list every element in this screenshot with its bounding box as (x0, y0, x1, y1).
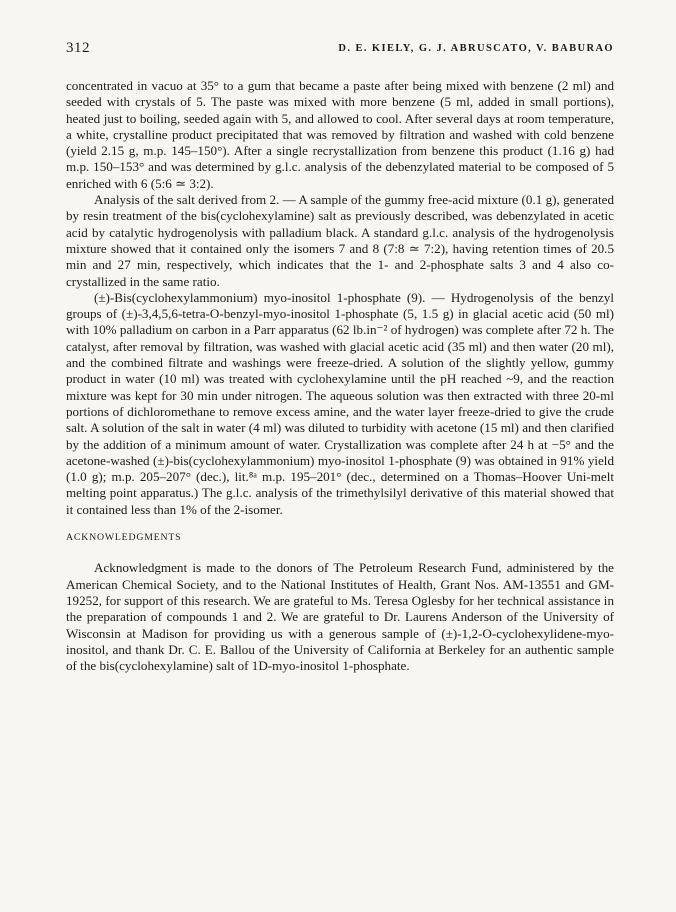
paragraph-continuation: concentrated in vacuo at 35° to a gum that became a paste after being mixed with benzene (2 ml) and seeded with crystals of 5. The paste was mixed with more benzene (5 ml, added in small portions), heated just to boiling, seeded again with 5, and allowed to cool. After several days at room temperature, a white, crystalline product precipitated that was removed by filtration and washed with cold benzene (yield 2.15 g, m.p. 145–150°). After a single recrystallization from benzene this product (1.16 g) had m.p. 150–153° and was determined by g.l.c. analysis of the debenzylated material to be composed of 5 enriched with 6 (5:6 ≃ 3:2). (66, 78, 614, 191)
paragraph-acknowledgments: Acknowledgment is made to the donors of The Petroleum Research Fund, administered by the American Chemical Society, and to the National Institutes of Health, Grant Nos. AM-13551 and GM-19252, for support of this research. We are grateful to Ms. Teresa Oglesby for her technical assistance in the preparation of compounds 1 and 2. We are grateful to Dr. Laurens Anderson of the University of Wisconsin at Madison for providing us with a generous sample of (±)-1,2-O-cyclohexylidene-myo-inositol, and thank Dr. C. E. Ballou of the University of California at Berkeley for an authentic sample of the bis(cyclohexylamine) salt of 1D-myo-inositol 1-phosphate. (66, 560, 614, 674)
author-running-head: D. E. KIELY, G. J. ABRUSCATO, V. BABURAO (338, 43, 614, 54)
running-header (66, 40, 614, 60)
paragraph-inositol-phosphate: (±)-Bis(cyclohexylammonium) myo-inositol 1-phosphate (9). — Hydrogenolysis of the benzyl groups of (±)-3,4,5,6-tetra-O-benzyl-myo-inositol 1-phosphate (5, 1.5 g) in glacial acetic acid (50 ml) with 10% palladium on carbon in a Parr apparatus (62 lb.in⁻² of hydrogen) was complete after 72 h. The catalyst, after removal by filtration, was washed with glacial acetic acid (35 ml) and then water (20 ml), and the combined filtrate and washings were freeze-dried. A solution of the slightly yellow, gummy product in water (10 ml) was treated with cyclohexylamine until the pH reached ~9, and the reaction mixture was kept for 30 min under nitrogen. The aqueous solution was then extracted with three 20-ml portions of dichloromethane to remove excess amine, and the water layer freeze-dried to give the crude salt. A solution of the salt in water (4 ml) was diluted to turbidity with acetone (15 ml) and then clarified by the addition of a minimum amount of water. Crystallization was complete after 24 h at −5° and the acetone-washed (±)-bis(cyclohexylammonium) myo-inositol 1-phosphate (9) was obtained in 91% yield (1.0 g); m.p. 205–207° (dec.), lit.⁸ᵃ m.p. 195–201° (dec., determined on a Thomas–Hoover Uni-melt melting point apparatus.) The g.l.c. analysis of the trimethylsilyl derivative of this material showed that it contained less than 1% of the 2-isomer. (66, 289, 614, 517)
body-text (66, 78, 614, 674)
section-heading: ACKNOWLEDGMENTS (66, 532, 182, 544)
paragraph-salt-analysis: Analysis of the salt derived from 2. — A sample of the gummy free-acid mixture (0.1 g), generated by resin treatment of the bis(cyclohexylamine) salt as previously described, was debenzylated in acetic acid by catalytic hydrogenolysis with palladium black. A standard g.l.c. analysis of the hydrogenolysis mixture showed that it contained only the isomers 7 and 8 (7:8 ≃ 7:2), having retention times of 20.5 min and 27 min, respectively, which indicates that the 1- and 2-phosphate salts 3 and 4 also co-crystallized in the same ratio. (66, 192, 614, 289)
page-number: 312 (66, 40, 90, 56)
